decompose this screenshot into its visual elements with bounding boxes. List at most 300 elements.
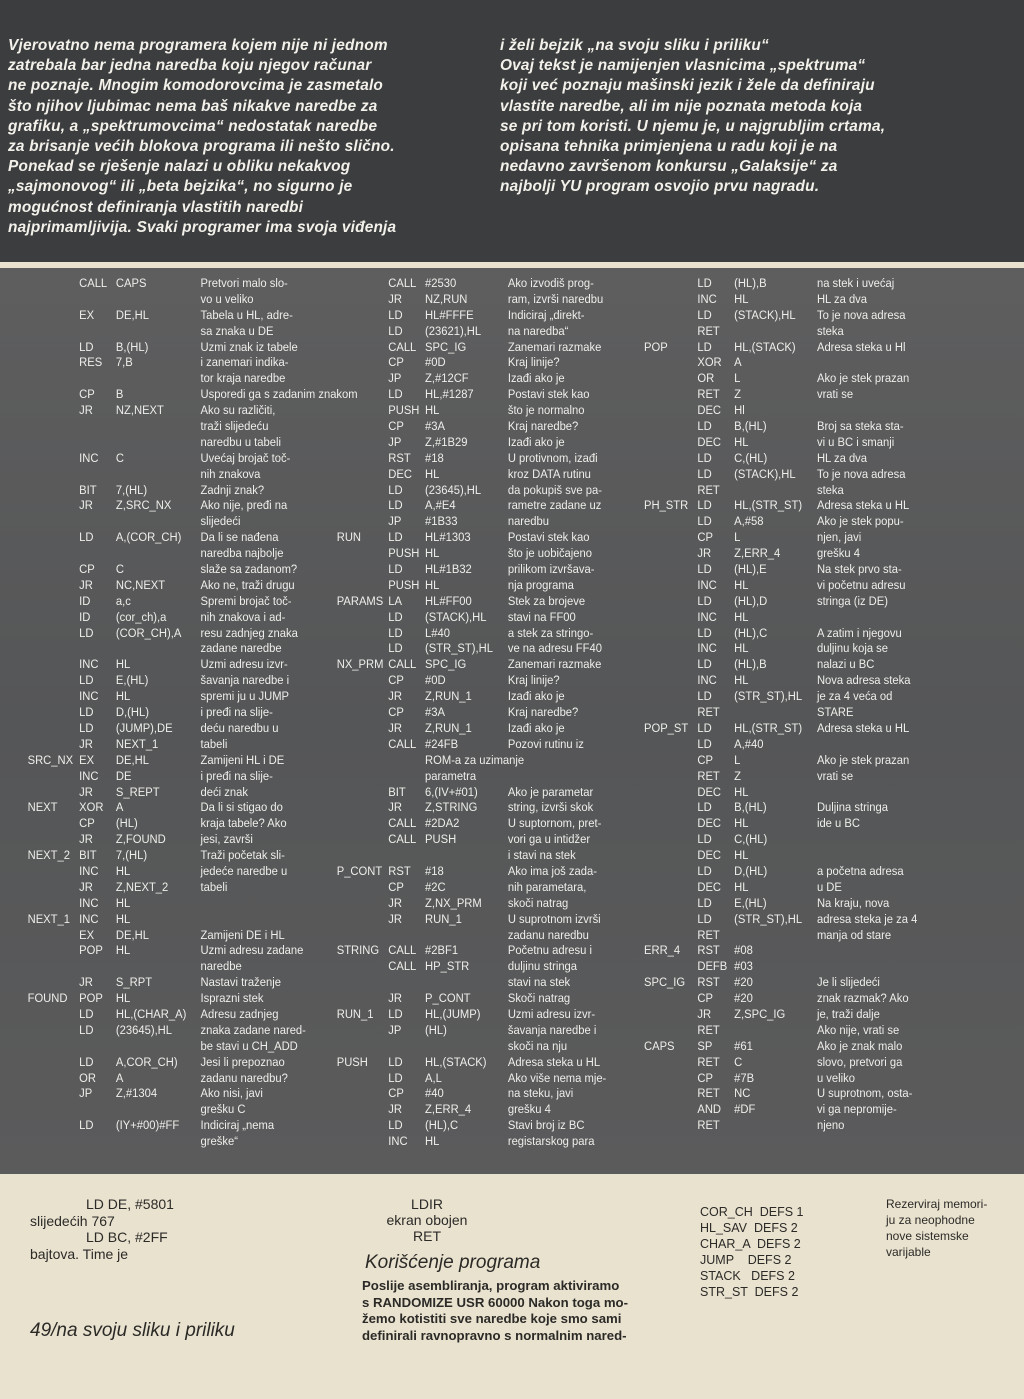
code-operand: (23645),HL (425, 482, 482, 497)
code-opcode: PUSH (388, 577, 420, 592)
code-opcode: INC (79, 450, 99, 465)
code-comment: Zanemari razmake (507, 657, 602, 672)
code-operand: (HL),D (734, 593, 768, 608)
code-comment: skoči natrag (507, 895, 569, 910)
code-opcode: OR (79, 1070, 96, 1085)
code-comment: u veliko (816, 1070, 855, 1085)
code-operand: CAPS (115, 276, 147, 290)
code-comment: U suprotnom izvrši (507, 911, 601, 926)
code-label: RUN (336, 530, 362, 545)
code-operand: Z,RUN_1 (425, 720, 472, 735)
code-opcode: LD (697, 657, 712, 672)
code-opcode: BIT (79, 482, 97, 497)
code-operand: (JUMP),DE (115, 720, 173, 735)
code-operand: HL (734, 434, 749, 449)
code-operand: HL (425, 577, 440, 592)
code-operand: C,(HL) (734, 832, 768, 847)
code-comment: Adresa steka u HL (816, 498, 910, 513)
code-operand: HL (734, 641, 749, 656)
text-line: s RANDOMIZE USR 60000 Nakon toga mo- (362, 1294, 628, 1310)
code-operand: HL (425, 1134, 440, 1149)
code-opcode: RST (388, 863, 411, 878)
intro-line: zatrebala bar jedna naredba koju njegov računar (8, 57, 372, 75)
code-opcode: DEC (697, 434, 722, 449)
code-opcode: LD (388, 609, 403, 624)
code-operand: RUN_1 (425, 911, 462, 926)
code-opcode: XOR (697, 355, 722, 370)
code-opcode: LD (697, 276, 712, 290)
code-opcode: LD (388, 1054, 403, 1069)
code-comment: greške“ (200, 1134, 238, 1149)
code-opcode: JR (79, 577, 93, 592)
code-operand: DE,HL (115, 752, 149, 767)
code-operand: A (115, 800, 124, 815)
code-comment: Kraj linije? (507, 673, 560, 688)
code-comment: Zamijeni DE i HL (200, 927, 285, 942)
code-operand: HL (734, 609, 749, 624)
code-comment: Spremi brojač toč- (200, 593, 292, 608)
code-operand: Z,SRC_NX (115, 498, 172, 513)
code-comment: grešku 4 (816, 546, 860, 561)
code-label: FOUND (27, 991, 68, 1006)
code-operand: DE,HL (115, 927, 149, 942)
code-opcode: LD (388, 562, 403, 577)
code-opcode: JR (79, 784, 93, 799)
code-operand: A,#E4 (425, 498, 456, 513)
code-opcode: PUSH (388, 403, 420, 418)
code-operand: B,(HL) (115, 339, 149, 354)
code-comment: šavanja naredbe i (507, 1022, 597, 1037)
code-operand: (HL),B (734, 276, 767, 290)
code-comment: Adresa steka u HL (816, 720, 910, 735)
code-comment: Kraj naredbe? (507, 419, 579, 434)
code-operand: #18 (425, 863, 444, 878)
code-opcode: LD (697, 736, 712, 751)
code-comment: Na stek prvo sta- (816, 562, 902, 577)
intro-line: Ponekad se rješenje nalazi u obliku nekakvog (8, 158, 351, 176)
code-snippet-a (30, 1196, 174, 1262)
code-opcode: RET (697, 1054, 720, 1069)
code-comment: što je normalno (507, 403, 585, 418)
code-operand: HL#FFFE (425, 307, 474, 322)
code-comment: Kraj linije? (507, 355, 560, 370)
code-comment: nih znakova i ad- (200, 609, 286, 624)
code-opcode: JR (388, 1102, 402, 1117)
code-operand: A,COR_CH) (115, 1054, 178, 1069)
code-comment: Ako je znak malo (816, 1038, 903, 1053)
code-comment: Izađi ako je (507, 371, 565, 386)
code-comment: nalazi u BC (816, 657, 875, 672)
code-opcode: INC (79, 768, 99, 783)
code-operand: #08 (734, 943, 753, 958)
code-opcode: LD (79, 673, 94, 688)
code-operand: 7,(HL) (115, 848, 148, 863)
code-opcode: INC (697, 291, 717, 306)
code-opcode: DEC (697, 816, 722, 831)
code-operand: (23621),HL (425, 323, 482, 338)
intro-line: ne poznaje. Mnogim komodorovcima je zasmetalo (8, 77, 384, 95)
code-comment: duljinu stringa (507, 959, 578, 974)
code-comment: šavanja naredbe i (200, 673, 290, 688)
code-opcode: JP (388, 434, 402, 449)
code-comment: Zadnji znak? (200, 482, 265, 497)
code-comment: Izađi ako je (507, 689, 565, 704)
code-opcode: CP (388, 1086, 404, 1101)
code-comment: Je li slijedeći (816, 975, 880, 990)
code-opcode: LD (697, 720, 712, 735)
code-opcode: LD (697, 911, 712, 926)
code-opcode: CP (79, 562, 95, 577)
code-comment: Stek za brojeve (507, 593, 586, 608)
code-opcode: OR (697, 371, 715, 386)
code-opcode: LD (697, 339, 712, 354)
code-opcode: RET (697, 482, 720, 497)
code-comment: stavi na FF00 (507, 609, 576, 624)
code-operand: Hl (734, 403, 745, 418)
assembly-listing (0, 268, 1024, 1174)
code-comment: U protivnom, izađi (507, 450, 598, 465)
code-opcode: JR (697, 546, 712, 561)
code-operand: HL,(STR_ST) (734, 498, 803, 513)
code-opcode: RST (388, 450, 411, 465)
code-comment: Pretvori malo slo- (200, 276, 288, 290)
code-comment: vi ga nepromije- (816, 1102, 897, 1117)
code-operand: HP_STR (425, 959, 470, 974)
code-comment: zadanu naredbu (507, 927, 589, 942)
code-label: PH_STR (644, 498, 689, 513)
code-label: SPC_IG (644, 975, 686, 990)
page-footer-title: 49/na svoju sliku i priliku (30, 1320, 235, 1341)
code-opcode: LD (697, 593, 712, 608)
code-operand: 7,(HL) (115, 482, 148, 497)
code-comment: steka (816, 323, 844, 338)
def-line: STACK DEFS 2 (700, 1269, 795, 1283)
code-opcode: JR (388, 895, 402, 910)
code-operand: HL (734, 879, 749, 894)
code-comment: ide u BC (816, 816, 860, 831)
code-comment: Uvećaj brojač toč- (200, 450, 291, 465)
code-opcode: RET (697, 387, 720, 402)
code-opcode: CALL (388, 339, 417, 354)
code-operand: (STR_ST),HL (734, 689, 803, 704)
code-comment: Skoči natrag (507, 991, 571, 1006)
code-operand: HL (115, 863, 131, 878)
code-label: POP (644, 339, 668, 354)
code-comment: jedeće naredbe u (200, 863, 288, 878)
code-opcode: EX (79, 307, 95, 322)
intro-line: za brisanje većih blokova programa ili nešto slično. (8, 138, 395, 156)
code-opcode: RET (697, 768, 720, 783)
code-operand: L#40 (425, 625, 450, 640)
code-opcode: LD (697, 800, 712, 815)
code-comment: Na kraju, nova (816, 895, 890, 910)
code-operand: HL (734, 577, 749, 592)
code-opcode: CALL (388, 959, 417, 974)
code-comment: zadane naredbe (200, 641, 282, 656)
code-comment: HL za dva (816, 450, 868, 465)
code-operand: HL (734, 848, 749, 863)
code-comment: Uzmi adresu izvr- (200, 657, 288, 672)
code-operand: (HL),B (734, 657, 767, 672)
code-opcode: DEC (697, 879, 722, 894)
code-comment: Adresu zadnjeg (200, 1006, 279, 1021)
code-opcode: RET (697, 927, 720, 942)
code-comment: nja programa (507, 577, 574, 592)
code-comment: rametre zadane uz (507, 498, 602, 513)
code-comment: njen, javi (816, 530, 862, 545)
code-comment: U suptornom, pret- (507, 816, 602, 831)
code-comment: Postavi stek kao (507, 387, 590, 402)
code-opcode: LD (79, 530, 94, 545)
intro-line: Ovaj tekst je namijenjen vlasnicima „spektruma“ (500, 57, 866, 75)
code-opcode: CALL (388, 657, 417, 672)
code-operand: NEXT_1 (115, 736, 159, 751)
code-opcode: JR (388, 991, 402, 1006)
code-operand: HL (425, 403, 440, 418)
code-operand: Z,#1B29 (425, 434, 468, 449)
def-line: JUMP DEFS 2 (700, 1253, 792, 1267)
code-operand: #2C (425, 879, 446, 894)
code-comment: Broj sa steka sta- (816, 419, 904, 434)
code-comment: nih znakova (200, 466, 261, 481)
code-opcode: JP (388, 514, 402, 529)
code-comment: jesi, završi (200, 832, 253, 847)
code-operand: B,(HL) (734, 419, 767, 434)
code-opcode: INC (697, 641, 717, 656)
code-operand: E,(HL) (115, 673, 149, 688)
code-opcode: LD (388, 387, 403, 402)
code-line: bajtova. Time je (30, 1245, 129, 1262)
code-operand: (HL),C (734, 625, 768, 640)
code-comment: grešku 4 (507, 1102, 551, 1117)
code-operand: L (734, 530, 741, 545)
code-comment: da pokupiš sve pa- (507, 482, 602, 497)
code-operand: C,(HL) (734, 450, 768, 465)
code-operand: Z,SPC_IG (734, 1006, 786, 1021)
code-opcode: CP (697, 530, 713, 545)
code-label: P_CONT (336, 863, 383, 878)
code-opcode: CALL (388, 832, 417, 847)
code-opcode: BIT (388, 784, 406, 799)
code-operand: HL,#1287 (425, 387, 474, 402)
code-operand: Z,#1304 (115, 1086, 158, 1101)
code-comment: string, izvrši skok (507, 800, 594, 815)
code-opcode: RET (697, 323, 720, 338)
code-comment: nih parametara, (507, 879, 587, 894)
code-operand: (STR_ST),HL (734, 911, 803, 926)
intro-line: nedavno završenom konkursu „Galaksije“ za (500, 158, 838, 176)
code-comment: Adresa steka u Hl (816, 339, 906, 354)
code-comment: Indiciraj „direkt- (507, 307, 585, 322)
code-comment: Izađi ako je (507, 720, 565, 735)
code-opcode: CALL (388, 816, 417, 831)
code-opcode: JR (79, 498, 93, 513)
code-comment: Ako više nema mje- (507, 1070, 607, 1085)
code-operand: (STACK),HL (425, 609, 487, 624)
code-comment: Ako nisi, javi (200, 1086, 263, 1101)
code-opcode: LD (388, 1070, 403, 1085)
code-comment: Izađi ako je (507, 434, 565, 449)
code-comment: slaže sa zadanom? (200, 562, 298, 577)
code-comment: Kraj naredbe? (507, 705, 579, 720)
code-operand: (HL) (425, 1022, 447, 1037)
code-comment: A zatim i njegovu (816, 625, 902, 640)
code-operand: P_CONT (425, 991, 471, 1006)
code-comment: Jesi li prepoznao (200, 1054, 285, 1069)
code-comment: Ako nije, vrati se (816, 1022, 900, 1037)
code-operand: HL,(STACK) (425, 1054, 487, 1069)
code-operand: parametra (425, 768, 477, 783)
code-comment: naredbu u tabeli (200, 434, 281, 449)
code-opcode: EX (79, 927, 95, 942)
code-opcode: ID (79, 609, 91, 624)
code-comment: kraja tabele? Ako (200, 816, 287, 831)
code-opcode: SP (697, 1038, 713, 1053)
code-operand: ROM-a za uzimanje (425, 752, 525, 767)
code-operand: a,c (115, 593, 131, 608)
code-operand: #03 (734, 959, 753, 974)
code-operand: Z,ERR_4 (734, 546, 781, 561)
code-opcode: RET (697, 1118, 720, 1133)
code-operand: (IY+#00)#FF (115, 1118, 180, 1133)
code-opcode: CP (388, 705, 404, 720)
code-opcode: LD (79, 705, 94, 720)
code-operand: NZ,NEXT (115, 403, 164, 418)
intro-line: Vjerovatno nema programera kojem nije ni jednom (8, 37, 388, 54)
code-operand: #18 (425, 450, 444, 465)
code-opcode: LA (388, 593, 402, 608)
code-line: slijedećih 767 (30, 1212, 115, 1229)
code-opcode: LD (697, 895, 712, 910)
code-opcode: JR (388, 800, 402, 815)
code-comment: Ako nije, pređi na (200, 498, 288, 513)
code-comment: Postavi stek kao (507, 530, 590, 545)
code-operand: HL (115, 943, 131, 958)
code-operand: DE (115, 768, 132, 783)
code-opcode: LD (697, 307, 712, 322)
code-opcode: JR (79, 403, 93, 418)
intro-banner (0, 0, 1024, 262)
code-opcode: LD (697, 625, 712, 640)
code-opcode: CALL (388, 736, 417, 751)
note-line: Rezerviraj memori- (886, 1197, 988, 1211)
code-opcode: LD (697, 498, 712, 513)
code-opcode: LD (79, 625, 94, 640)
code-comment: Uzmi adresu zadane (200, 943, 304, 958)
code-opcode: INC (388, 1134, 408, 1149)
code-comment: vo u veliko (200, 291, 254, 306)
code-operand: A (115, 1070, 124, 1085)
code-opcode: POP (79, 943, 103, 958)
code-comment: vi početnu adresu (816, 577, 906, 592)
code-operand: D,(HL) (115, 705, 149, 720)
code-opcode: JR (79, 832, 93, 847)
code-opcode: JR (79, 736, 93, 751)
code-operand: 6,(IV+#01) (425, 784, 478, 799)
code-operand: (cor_ch),a (115, 609, 167, 624)
code-opcode: RET (697, 705, 720, 720)
code-opcode: JR (79, 879, 93, 894)
code-comment: vori ga u intidžer (507, 832, 591, 847)
code-operand: #61 (734, 1038, 753, 1053)
intro-line: opisana tehnika primjenjena u radu koji je na (500, 138, 838, 156)
text-line: Poslije asembliranja, program aktiviramo (362, 1278, 620, 1293)
code-opcode: JR (388, 911, 402, 926)
code-operand: #2DA2 (425, 816, 460, 831)
code-opcode: RST (697, 943, 720, 958)
code-operand: DE,HL (115, 307, 149, 322)
code-operand: #24FB (425, 736, 459, 751)
code-comment: Uzmi znak iz tabele (200, 339, 298, 354)
code-comment: na stek i uvećaj (816, 276, 895, 290)
code-opcode: RET (697, 1086, 720, 1101)
code-label: CAPS (644, 1038, 675, 1053)
code-operand: HL#FF00 (425, 593, 472, 608)
code-operand: (HL),C (425, 1118, 459, 1133)
code-comment: Stavi broj iz BC (507, 1118, 585, 1133)
code-operand: #3A (425, 705, 445, 720)
code-comment: traži slijedeću (200, 419, 269, 434)
code-operand: HL (115, 657, 131, 672)
code-comment: Zanemari razmake (507, 339, 602, 354)
code-opcode: ID (79, 593, 91, 608)
code-opcode: DEC (697, 403, 722, 418)
code-comment: sa znaka u DE (200, 323, 274, 338)
code-comment: naredbu (507, 514, 549, 529)
note-line: varijable (886, 1245, 931, 1259)
code-opcode: CP (388, 419, 404, 434)
code-opcode: INC (79, 911, 99, 926)
code-label: NEXT_1 (27, 911, 70, 926)
code-opcode: LD (79, 1006, 94, 1021)
code-comment: STARE (816, 705, 854, 720)
code-operand: HL (115, 911, 131, 926)
code-opcode: LD (388, 307, 403, 322)
code-opcode: LD (79, 1022, 94, 1037)
code-operand: #7B (734, 1070, 755, 1085)
code-operand: E,(HL) (734, 895, 767, 910)
code-comment: vrati se (816, 387, 854, 402)
code-operand: HL (734, 291, 749, 306)
code-operand: Z,NEXT_2 (115, 879, 169, 894)
code-comment: U suprotnom, osta- (816, 1086, 913, 1101)
code-opcode: LD (697, 863, 712, 878)
code-opcode: BIT (79, 848, 97, 863)
note-line: ju za neophodne (886, 1213, 975, 1227)
code-opcode: LD (697, 450, 712, 465)
code-opcode: PUSH (388, 546, 420, 561)
code-opcode: LD (388, 1118, 403, 1133)
code-opcode: LD (79, 1118, 94, 1133)
code-opcode: CALL (388, 276, 417, 290)
code-operand: SPC_IG (425, 657, 467, 672)
code-comment: adresa steka je za 4 (816, 911, 918, 926)
code-operand: HL,(STR_ST) (734, 720, 803, 735)
code-opcode: AND (697, 1102, 722, 1117)
code-comment: i pređi na slije- (200, 705, 273, 720)
code-opcode: LD (79, 1054, 94, 1069)
code-comment: znaka zadane nared- (200, 1022, 306, 1037)
code-opcode: LD (697, 832, 712, 847)
code-comment: na steku, javi (507, 1086, 574, 1101)
code-operand: #1B33 (425, 514, 458, 529)
intro-left-column (8, 36, 396, 238)
code-operand: HL (425, 466, 440, 481)
usage-paragraph (362, 1278, 628, 1344)
code-operand: #2530 (425, 276, 457, 290)
code-operand: #20 (734, 991, 753, 1006)
code-comment: vrati se (816, 768, 854, 783)
